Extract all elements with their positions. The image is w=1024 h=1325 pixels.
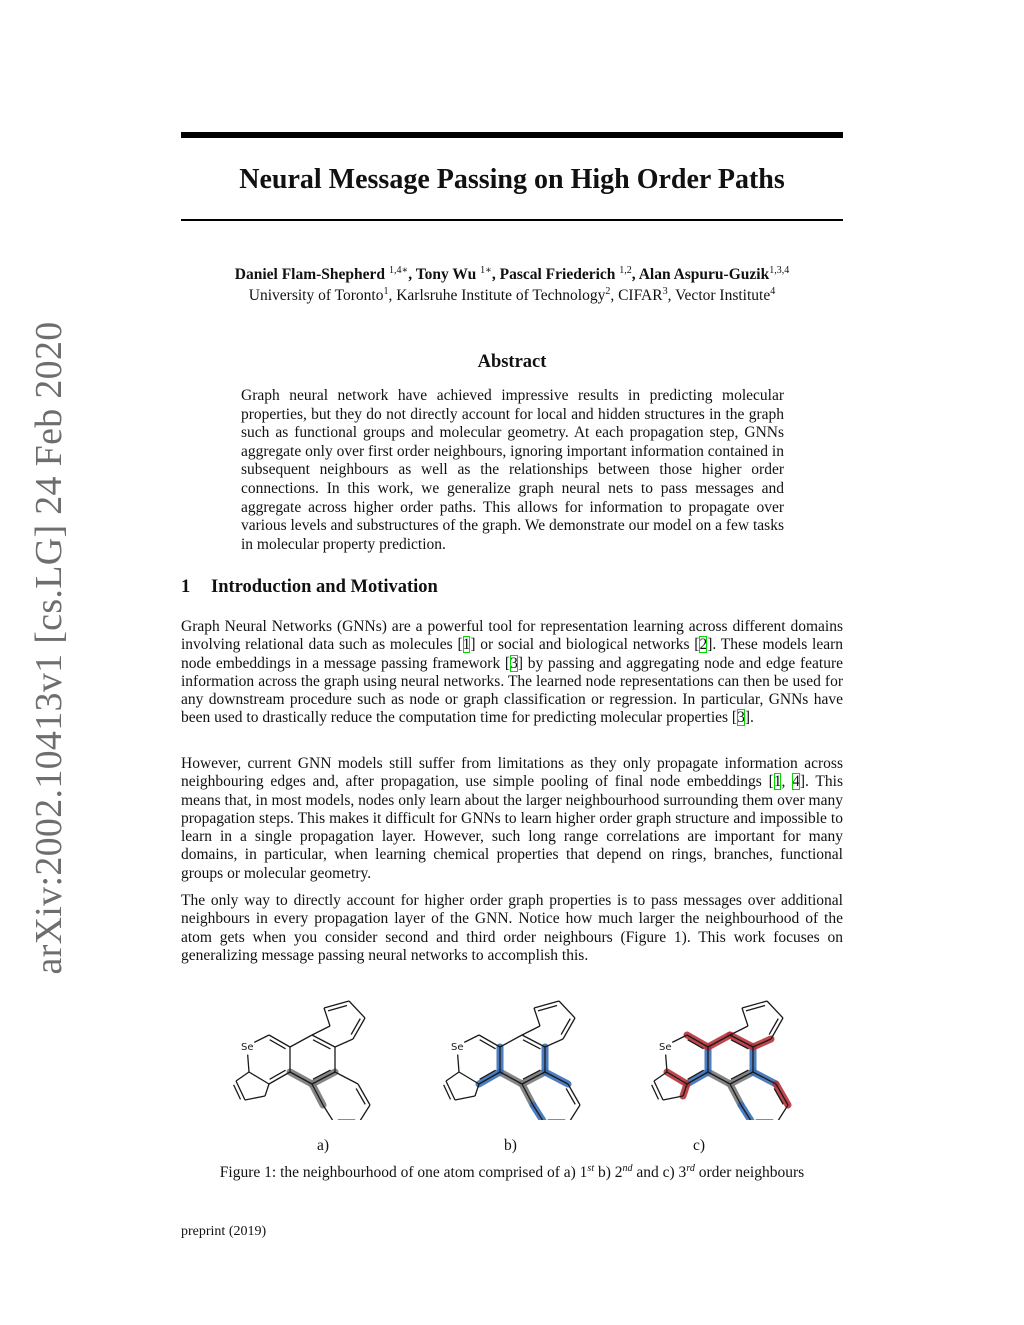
molecule-bond xyxy=(458,1055,459,1072)
institution-number: 3 xyxy=(662,286,668,297)
molecule-bond xyxy=(776,1105,788,1120)
molecule-bond xyxy=(323,1105,335,1120)
molecule-double-bond xyxy=(270,1040,286,1049)
molecule-panel-c xyxy=(652,1001,788,1120)
paragraph-text: ]. These models learn node embeddings in a message passing framework [ xyxy=(181,636,843,672)
molecule-double-bond xyxy=(313,1040,330,1049)
arxiv-identifier: arXiv:2002.10413v1 [cs.LG] 24 Feb 2020 xyxy=(28,321,70,975)
paper-title: Neural Message Passing on High Order Paths xyxy=(239,164,785,195)
paragraph-text: ]. This means that, in most models, nodes only learn about the larger neighbourhood surrounding them over many propagation steps. This makes it difficult for GNNs to learn higher order graph structure and impossible to learn in a single propagation layer. However, such long range correlations are important for many domains, in particular, when learning chemical properties that depend on rings, branches, functional groups or molecular geometry. xyxy=(181,773,843,882)
molecule-bond xyxy=(335,1072,358,1084)
intro-paragraph-1 xyxy=(181,618,843,728)
molecule-bond xyxy=(667,1072,687,1084)
institution-name: University of Toronto xyxy=(248,287,384,304)
panel-label-a: a) xyxy=(317,1137,330,1154)
citation-separator: , xyxy=(781,773,793,791)
molecule-bond xyxy=(522,1026,540,1035)
molecule-bond xyxy=(545,1072,568,1084)
molecule-double-bond xyxy=(351,1019,360,1035)
paragraph-text: However, current GNN models still suffer from limitations as they only propagate information across neighbouring edges and, after propagation, use simple pooling of final node embeddings [ xyxy=(181,755,843,791)
paragraph-text: ]. xyxy=(744,709,754,727)
caption-ordinal: st xyxy=(587,1163,595,1174)
figure-caption xyxy=(181,1164,843,1182)
author-list: Daniel Flam-Shepherd $^{1,4∗}$, Tony Wu $^{1∗}$, Pascal Friederich $^{1,2}$, Alan Aspuru-Guzik$^{1,3,4}$ xyxy=(234,265,790,283)
author-affiliation: 1,3,4 xyxy=(769,265,790,276)
molecule-bond xyxy=(708,1035,730,1047)
molecule-double-bond xyxy=(523,1040,540,1049)
molecule-panel-b xyxy=(444,1001,580,1120)
author-affiliation: 1,2 xyxy=(619,265,632,276)
molecule-bond xyxy=(464,1035,479,1042)
molecule-bond xyxy=(663,1096,683,1100)
molecule-bond xyxy=(767,1001,783,1018)
molecule-bond xyxy=(753,1072,776,1084)
caption-ordinal: rd xyxy=(686,1163,695,1174)
molecule-double-bond xyxy=(270,1070,286,1079)
footer-note: preprint (2019) xyxy=(181,1224,267,1239)
molecule-bond xyxy=(654,1072,667,1081)
title-top-rule xyxy=(181,132,843,138)
molecule-bond xyxy=(446,1072,459,1081)
molecule-bond xyxy=(290,1035,312,1047)
caption-text: Figure 1: the neighbourhood of one atom comprised of a) 1 xyxy=(219,1164,588,1181)
molecule-double-bond xyxy=(480,1040,496,1049)
selenium-atom-label: Se xyxy=(241,1042,254,1053)
abstract-text: Graph neural network have achieved impressive results in predicting molecular properties, but they do not directly account for local and hidden structures in the graph such as functional groups and molecular geometry. At each propagation step, GNNs aggregate only over first order neighbours, ignoring important information contained in subsequent neighbours as well as the relationships between those higher order connections. In this work, we generalize graph neural nets to pass messages and aggregate across higher order paths. This allows for information to propagate over various levels and substructures of the graph. We demonstrate our model on a few tasks in molecular property prediction. xyxy=(241,387,784,553)
molecule-bond xyxy=(249,1072,269,1084)
institution-number: 4 xyxy=(770,286,776,297)
author-affiliation: 1,4∗ xyxy=(388,265,409,276)
molecule-bond xyxy=(459,1072,479,1084)
citation-link[interactable]: 1 xyxy=(462,636,471,654)
author-block xyxy=(181,264,843,306)
molecule-bond xyxy=(568,1105,580,1120)
molecule-bond xyxy=(742,1001,767,1008)
molecule-bond xyxy=(455,1096,475,1100)
panel-label-b: b) xyxy=(504,1137,517,1154)
molecule-bond xyxy=(335,1039,353,1047)
molecule-bond xyxy=(545,1039,563,1047)
caption-text: b) 2 xyxy=(594,1164,623,1181)
institution-list: University of Toronto$^1$, Karlsruhe Institute of Technology$^2$, CIFAR$^3$, Vector Institute$^4$ xyxy=(248,286,776,304)
section-number: 1 xyxy=(181,577,191,597)
citation-link[interactable]: 3 xyxy=(737,709,745,727)
section-title: Introduction and Motivation xyxy=(211,577,438,597)
institution-number: 1 xyxy=(383,286,389,297)
caption-text: order neighbours xyxy=(694,1164,805,1181)
selenium-atom-label: Se xyxy=(451,1042,464,1053)
institution-name: Vector Institute xyxy=(675,287,771,304)
author-name: Tony Wu xyxy=(415,266,477,283)
intro-paragraph-3: The only way to directly account for higher order graph properties is to pass messages over additional neighbours in every propagation layer of the GNN. Notice how much larger the neighbourhood of the atom gets when you consider second and third order neighbours (Figure 1). This work focuses on generalizing message passing neural networks to accomplish this. xyxy=(181,892,843,964)
institution-name: Karlsruhe Institute of Technology xyxy=(396,287,606,304)
caption-ordinal: nd xyxy=(622,1163,633,1174)
molecule-bond xyxy=(730,1026,748,1035)
citation-link[interactable]: 1 xyxy=(773,773,782,791)
institution-name: CIFAR xyxy=(618,287,663,304)
molecule-bond xyxy=(559,1001,575,1018)
institution-number: 2 xyxy=(605,286,611,297)
section-heading xyxy=(181,577,438,598)
molecule-bond xyxy=(349,1001,365,1018)
citation-link[interactable]: 4 xyxy=(792,773,800,791)
molecule-bond xyxy=(500,1072,522,1084)
panel-label-c: c) xyxy=(693,1137,706,1154)
molecule-bond xyxy=(324,1001,349,1008)
molecule-double-bond xyxy=(769,1019,778,1035)
intro-paragraph-2 xyxy=(181,755,843,883)
title-bottom-rule xyxy=(181,219,843,221)
paragraph-text: Graph Neural Networks (GNNs) are a powerful tool for representation learning across different domains involving relational data such as molecules [ xyxy=(181,618,843,654)
author-name: Alan Aspuru-Guzik xyxy=(638,266,770,283)
figure-molecule-neighbourhoods xyxy=(181,990,843,1120)
citation-link[interactable]: 2 xyxy=(699,636,708,654)
caption-text: and c) 3 xyxy=(632,1164,687,1181)
molecule-bond xyxy=(254,1035,269,1042)
paragraph-text: ] by passing and aggregating node and edge feature information across the graph using neural networks. The learned node representations can then be used for any downstream procedure such as node or graph classification or regression. In particular, GNNs have been used to drastically reduce the computation time for predicting molecular properties [ xyxy=(181,654,843,727)
molecule-bond xyxy=(654,1081,663,1100)
abstract-heading: Abstract xyxy=(477,352,547,372)
molecule-bond xyxy=(290,1072,312,1084)
molecule-bond xyxy=(236,1072,249,1081)
molecule-bond xyxy=(265,1084,269,1096)
citation-link[interactable]: 3 xyxy=(510,654,518,672)
molecule-bond xyxy=(534,1001,559,1008)
molecule-bond xyxy=(446,1081,455,1100)
molecule-bond xyxy=(236,1081,245,1100)
selenium-atom-label: Se xyxy=(659,1042,672,1053)
molecule-bond xyxy=(672,1035,687,1042)
molecule-bond xyxy=(248,1055,249,1072)
paragraph-text: ] or social and biological networks [ xyxy=(470,636,700,654)
molecule-bond xyxy=(245,1096,265,1100)
molecule-double-bond xyxy=(356,1088,365,1104)
molecule-bond xyxy=(312,1026,330,1035)
author-affiliation: 1∗ xyxy=(480,265,492,276)
molecule-double-bond xyxy=(561,1019,570,1035)
molecule-panel-a xyxy=(234,1001,370,1120)
molecule-bond xyxy=(358,1105,370,1120)
molecule-bond xyxy=(708,1072,730,1084)
author-name: Daniel Flam-Shepherd xyxy=(234,266,386,283)
author-name: Pascal Friederich xyxy=(499,266,616,283)
molecule-bond xyxy=(500,1035,522,1047)
molecule-double-bond xyxy=(566,1088,575,1104)
